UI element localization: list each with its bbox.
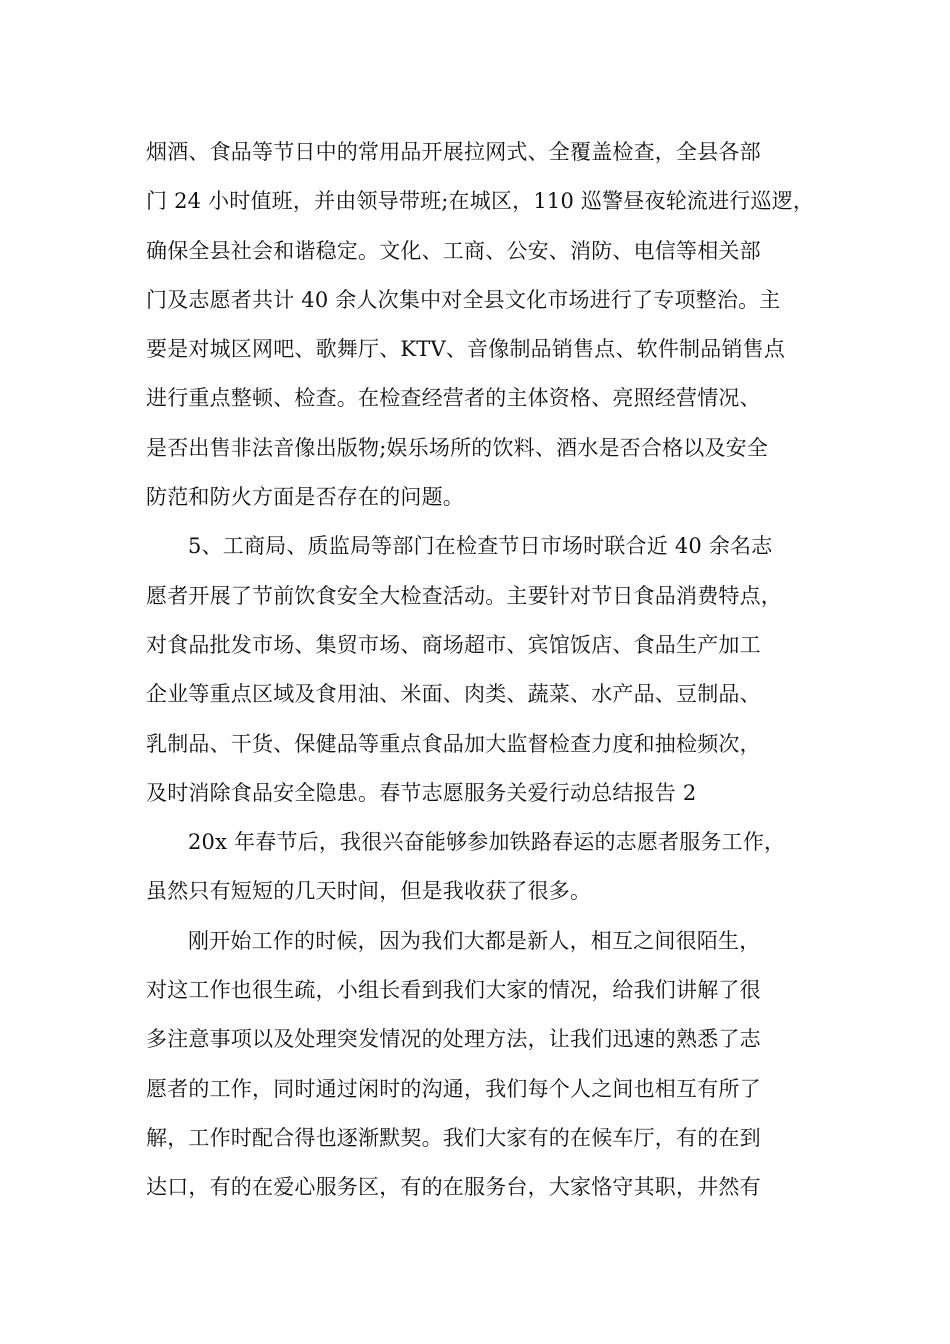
text-line: 愿者的工作，同时通过闲时的沟通，我们每个人之间也相互有所了	[146, 1076, 761, 1101]
text-line: 防范和防火方面是否存在的问题。	[146, 485, 464, 510]
text-line: 门及志愿者共计 40 余人次集中对全县文化市场进行了专项整治。主	[146, 287, 781, 312]
text-line: 达口，有的在爱心服务区，有的在服务台，大家恪守其职，井然有	[146, 1175, 761, 1200]
text-line: 确保全县社会和谐稳定。文化、工商、公安、消防、电信等相关部	[146, 238, 761, 263]
text-line: 要是对城区网吧、歌舞厅、KTV、音像制品销售点、软件制品销售点	[146, 337, 786, 362]
text-line: 对这工作也很生疏，小组长看到我们大家的情况，给我们讲解了很	[146, 978, 761, 1003]
text-line: 虽然只有短短的几天时间，但是我收获了很多。	[146, 879, 592, 904]
paragraph-start-line: 刚开始工作的时候，因为我们大都是新人，相互之间很陌生，	[188, 928, 761, 953]
text-line: 企业等重点区域及食用油、米面、肉类、蔬菜、水产品、豆制品、	[146, 682, 761, 707]
text-line: 多注意事项以及处理突发情况的处理方法，让我们迅速的熟悉了志	[146, 1027, 761, 1052]
text-line: 乳制品、干货、保健品等重点食品加大监督检查力度和抽检频次，	[146, 731, 761, 756]
paragraph-start-line: 5、工商局、质监局等部门在检查节日市场时联合近 40 余名志	[188, 534, 773, 559]
body-text	[146, 128, 826, 1213]
text-line: 烟酒、食品等节日中的常用品开展拉网式、全覆盖检查，全县各部	[146, 140, 761, 164]
text-line: 解，工作时配合得也逐渐默契。我们大家有的在候车厅，有的在到	[146, 1125, 761, 1150]
text-line: 进行重点整顿、检查。在检查经营者的主体资格、亮照经营情况、	[146, 386, 761, 411]
text-line: 对食品批发市场、集贸市场、商场超市、宾馆饭店、食品生产加工	[146, 632, 761, 657]
text-line: 及时消除食品安全隐患。春节志愿服务关爱行动总结报告 2	[146, 780, 697, 805]
text-line: 愿者开展了节前饮食安全大检查活动。主要针对节日食品消费特点，	[146, 583, 782, 608]
text-line: 门 24 小时值班，并由领导带班;在城区，110 巡警昼夜轮流进行巡逻，	[146, 189, 815, 214]
text-line: 是否出售非法音像出版物;娱乐场所的饮料、酒水是否合格以及安全	[146, 435, 769, 460]
paragraph-start-line: 20x 年春节后，我很兴奋能够参加铁路春运的志愿者服务工作，	[188, 830, 786, 855]
